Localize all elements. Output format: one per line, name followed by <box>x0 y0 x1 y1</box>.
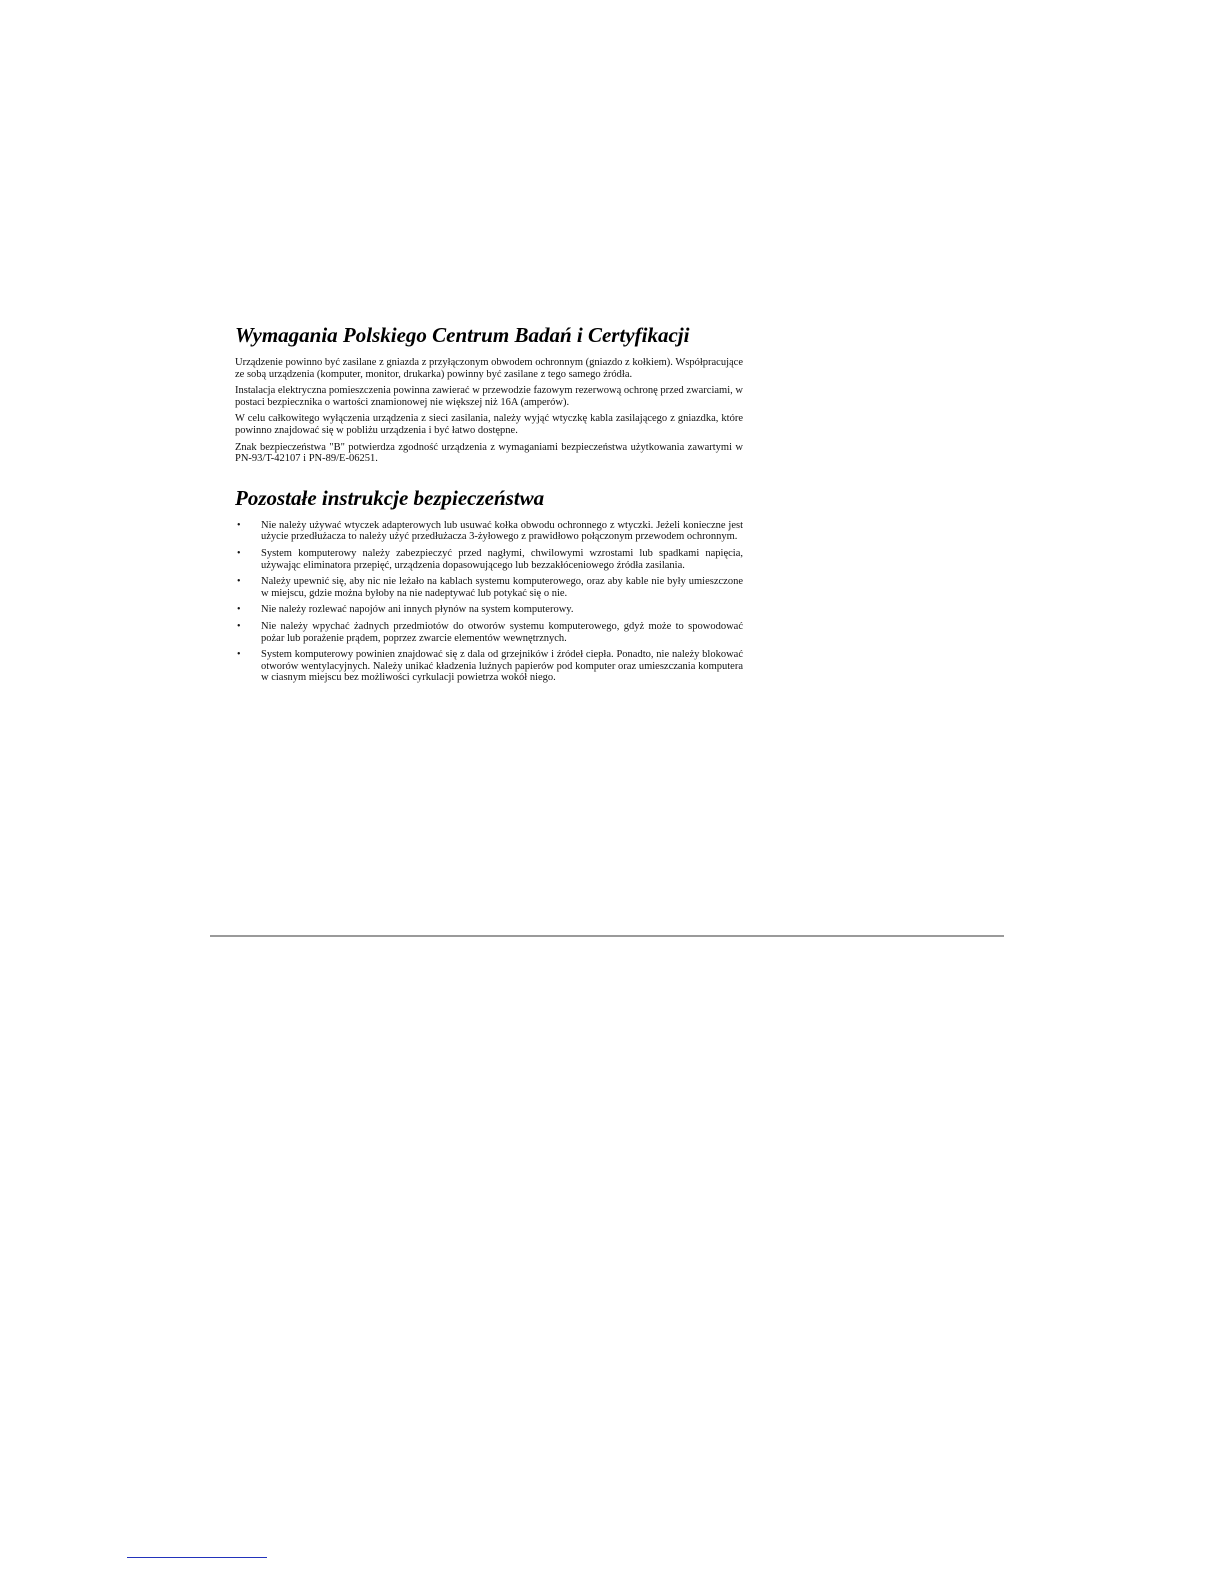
section-title-pcbc: Wymagania Polskiego Centrum Badań i Certyfikacji <box>235 323 690 347</box>
paragraph: Znak bezpieczeństwa "B" potwierdza zgodność urządzenia z wymaganiami bezpieczeństwa użytkowania zawartymi w PN-93/T-42107 i PN-89/E-06251. <box>235 441 743 465</box>
paragraph: Urządzenie powinno być zasilane z gniazda z przyłączonym obwodem ochronnym (gniazdo z kołkiem). Współpracujące ze sobą urządzenia (komputer, monitor, drukarka) powinny być zasilane z tego samego źródła. <box>235 357 743 380</box>
safety-instructions-list <box>235 520 743 684</box>
list-item-text: System komputerowy należy zabezpieczyć przed nagłymi, chwilowymi wzrostami lub spadkami napięcia, używając eliminatora przepięć, urządzenia dopasowującego lub bezzakłóceniowego źródła zasilania. <box>261 547 743 571</box>
list-item-text: Nie należy używać wtyczek adapterowych lub usuwać kołka obwodu ochronnego z wtyczki. Jeżeli konieczne jest użycie przedłużacza to należy użyć przedłużacza 3-żyłowego z prawidłowo połączonym przewodem ochronnym. <box>261 519 743 543</box>
bullet-icon: • <box>237 620 241 632</box>
document-content <box>235 322 743 689</box>
paragraph: W celu całkowitego wyłączenia urządzenia z sieci zasilania, należy wyjąć wtyczkę kabla zasilającego z gniazdka, które powinno znajdować się w pobliżu urządzenia i być łatwo dostępne. <box>235 413 743 436</box>
bullet-icon: • <box>237 576 241 588</box>
list-item <box>235 649 743 684</box>
bullet-icon: • <box>237 649 241 661</box>
footnote-link-underline <box>127 1557 267 1558</box>
bullet-icon: • <box>237 519 241 531</box>
list-item <box>235 548 743 571</box>
list-item-text: Nie należy wpychać żadnych przedmiotów do otworów systemu komputerowego, gdyż może to spowodować pożar lub porażenie prądem, poprzez zwarcie elementów wewnętrznych. <box>261 620 743 644</box>
list-item <box>235 621 743 644</box>
list-item <box>235 520 743 543</box>
paragraph: Instalacja elektryczna pomieszczenia powinna zawierać w przewodzie fazowym rezerwową ochronę przed zwarciami, w postaci bezpiecznika o wartości znamionowej nie większej niż 16A (amperów). <box>235 385 743 408</box>
list-item-text: Należy upewnić się, aby nic nie leżało na kablach systemu komputerowego, oraz aby kable nie były umieszczone w miejscu, gdzie można byłoby na nie nadeptywać lub potykać się o nie. <box>261 576 743 599</box>
section-title-safety: Pozostałe instrukcje bezpieczeństwa <box>235 485 545 510</box>
horizontal-divider <box>210 935 1004 937</box>
bullet-icon: • <box>237 547 241 559</box>
list-item-text: Nie należy rozlewać napojów ani innych płynów na system komputerowy. <box>261 604 574 616</box>
bullet-icon: • <box>237 604 241 616</box>
list-item <box>235 604 743 616</box>
list-item-text: System komputerowy powinien znajdować się z dala od grzejników i źródeł ciepła. Ponadto, nie należy blokować otworów wentylacyjnych. Należy unikać kładzenia luźnych papierów pod komputer oraz umieszczania komputera w ciasnym miejscu bez możliwości cyrkulacji powietrza wokół niego. <box>261 649 743 684</box>
list-item <box>235 576 743 599</box>
